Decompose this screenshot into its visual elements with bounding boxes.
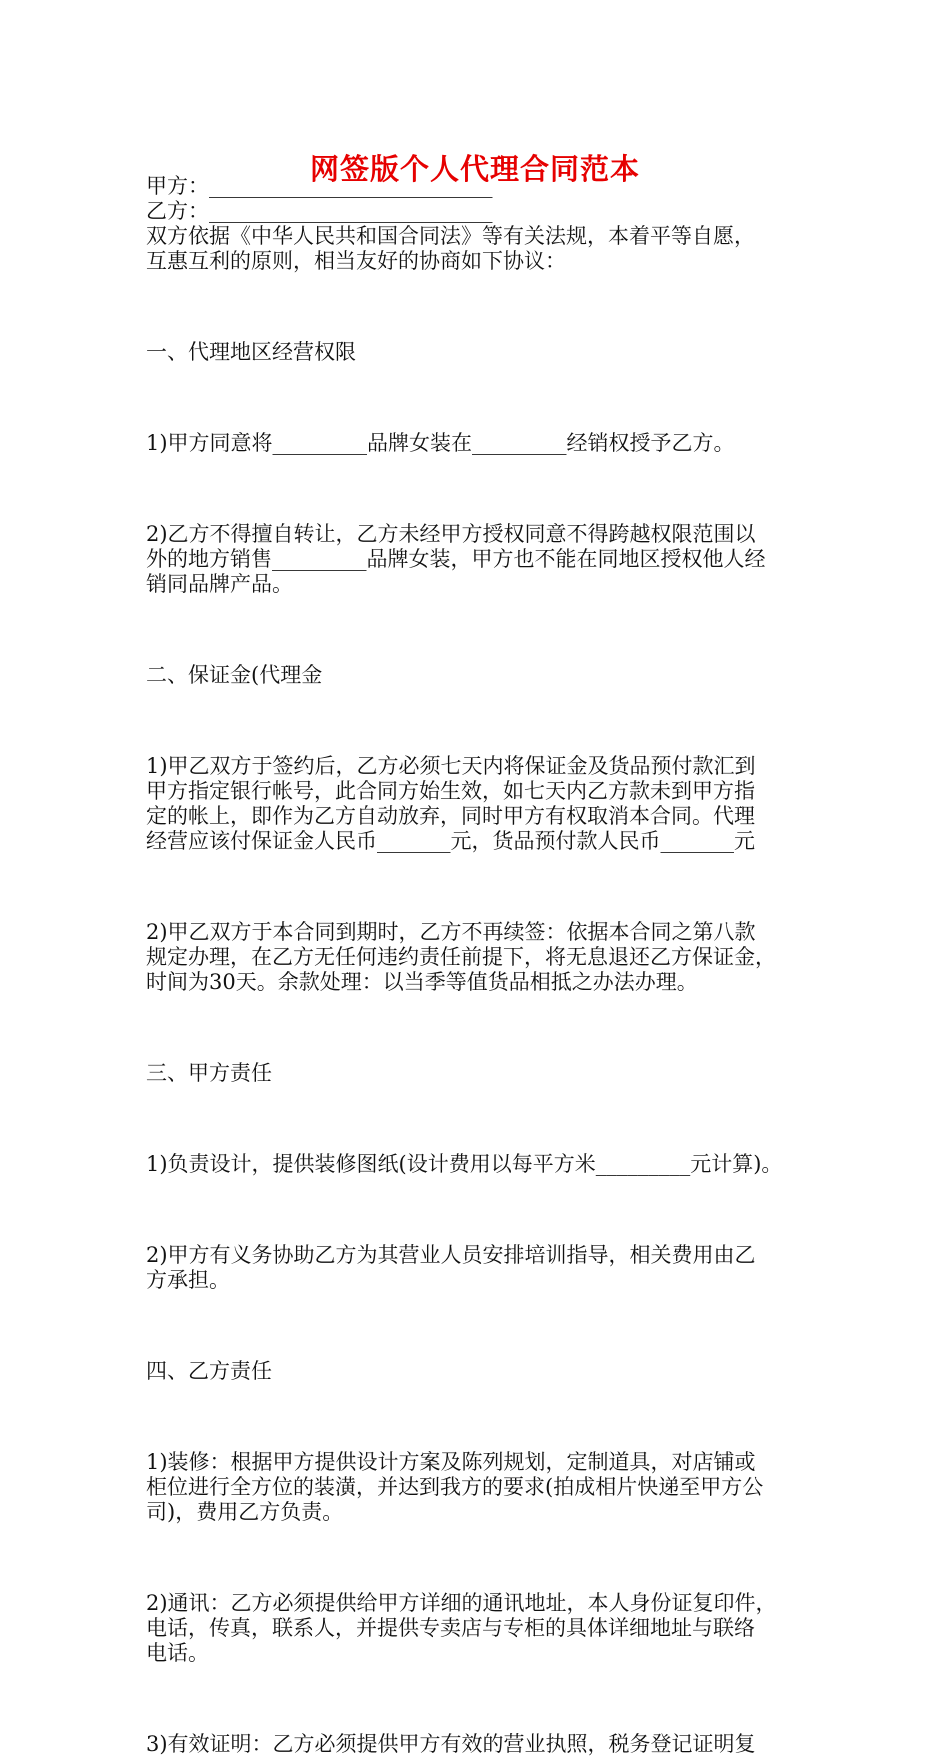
document-line: 定的帐上，即作为乙方自动放弃，同时甲方有权取消本合同。代理 xyxy=(146,804,755,828)
paragraph-gap xyxy=(146,1016,816,1040)
document-line: 乙方：___________________________ xyxy=(146,199,493,223)
document-line: 电话，传真，联系人，并提供专卖店与专柜的具体详细地址与联络 xyxy=(146,1616,755,1640)
document-line: 1)装修：根据甲方提供设计方案及陈列规划，定制道具，对店铺或 xyxy=(146,1450,756,1474)
paragraph-gap xyxy=(146,1405,816,1429)
paragraph-gap xyxy=(146,875,816,899)
paragraph-gap xyxy=(146,1687,816,1711)
document-line: 三、甲方责任 xyxy=(146,1061,272,1085)
document-line: 1)甲方同意将_________品牌女装在_________经销权授予乙方。 xyxy=(146,431,735,455)
paragraph-gap xyxy=(146,295,816,319)
document-line: 1)负责设计，提供装修图纸(设计费用以每平方米_________元计算)。 xyxy=(146,1152,783,1176)
document-title: 网签版个人代理合同范本 xyxy=(309,152,640,187)
document-line: 外的地方销售_________品牌女装，甲方也不能在同地区授权他人经 xyxy=(146,547,766,571)
document-line: 时间为30天。余款处理：以当季等值货品相抵之办法办理。 xyxy=(146,970,698,994)
document-line: 方承担。 xyxy=(146,1268,230,1292)
document-line: 2)乙方不得擅自转让，乙方未经甲方授权同意不得跨越权限范围以 xyxy=(146,522,756,546)
document-line: 1)甲乙双方于签约后，乙方必须七天内将保证金及货品预付款汇到 xyxy=(146,754,756,778)
document-line: 一、代理地区经营权限 xyxy=(146,340,356,364)
document-body xyxy=(146,174,816,1757)
document-line: 互惠互利的原则，相当友好的协商如下协议： xyxy=(146,249,566,273)
paragraph-gap xyxy=(146,1107,816,1131)
document-line: 柜位进行全方位的装潢，并达到我方的要求(拍成相片快递至甲方公 xyxy=(146,1475,764,1499)
paragraph-gap xyxy=(146,1198,816,1222)
document-line: 二、保证金(代理金 xyxy=(146,663,323,687)
paragraph-gap xyxy=(146,1546,816,1570)
document-line: 3)有效证明：乙方必须提供甲方有效的营业执照，税务登记证明复 xyxy=(146,1732,756,1756)
paragraph-gap xyxy=(146,709,816,733)
paragraph-gap xyxy=(146,386,816,410)
document-line: 2)甲乙双方于本合同到期时，乙方不再续签：依据本合同之第八款 xyxy=(146,920,756,944)
document-line: 司)，费用乙方负责。 xyxy=(146,1500,344,1524)
paragraph-gap xyxy=(146,477,816,501)
document-line: 经营应该付保证金人民币_______元，货品预付款人民币_______元 xyxy=(146,829,755,853)
paragraph-gap xyxy=(146,618,816,642)
document-line: 2)通讯：乙方必须提供给甲方详细的通讯地址，本人身份证复印件， xyxy=(146,1591,777,1615)
document-line: 销同品牌产品。 xyxy=(146,572,293,596)
paragraph-gap xyxy=(146,1314,816,1338)
document-line: 电话。 xyxy=(146,1641,209,1665)
document-line: 甲方：___________________________ xyxy=(146,174,493,198)
document-line: 甲方指定银行帐号，此合同方始生效，如七天内乙方款未到甲方指 xyxy=(146,779,755,803)
document-line: 规定办理，在乙方无任何违约责任前提下，将无息退还乙方保证金， xyxy=(146,945,776,969)
document-line: 双方依据《中华人民共和国合同法》等有关法规，本着平等自愿， xyxy=(146,224,755,248)
document-line: 四、乙方责任 xyxy=(146,1359,272,1383)
document-line: 2)甲方有义务协助乙方为其营业人员安排培训指导，相关费用由乙 xyxy=(146,1243,756,1267)
